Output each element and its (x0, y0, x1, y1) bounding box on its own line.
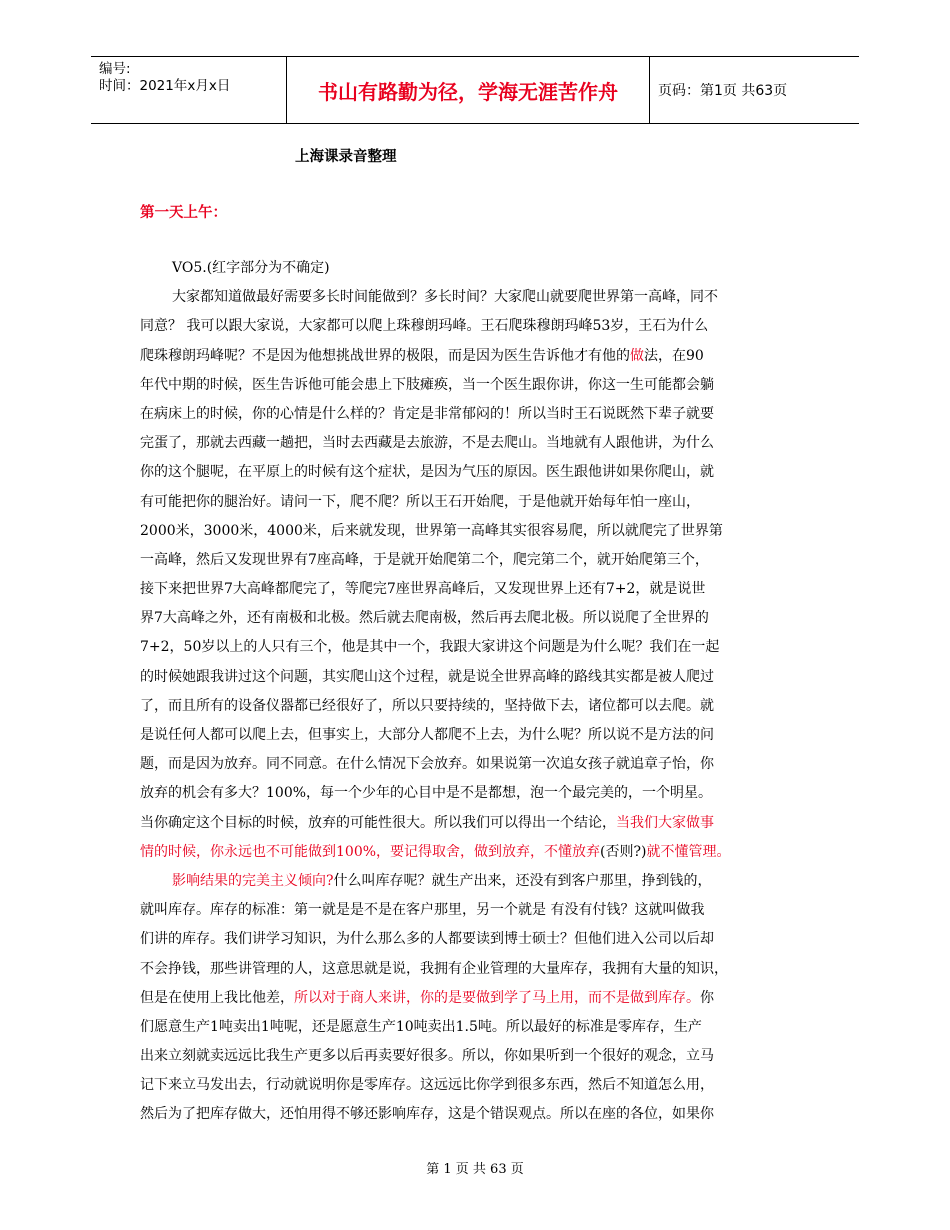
text-line (140, 663, 815, 692)
text-segment: 题，而是因为放弃。同不同意。在什么情况下会放弃。如果说第一次追女孩子就追章子怡，你 (140, 756, 714, 773)
text-segment: 界7大高峰之外，还有南极和北极。然后就去爬南极，然后再去爬北极。所以说爬了全世界的 (140, 610, 709, 627)
text-segment: 大家都知道做最好需要多长时间能做到？多长时间？大家爬山就要爬世界第一高峰，同不 (172, 289, 718, 306)
text-segment: 法，在90 (644, 347, 704, 364)
text-line (140, 604, 815, 633)
text-segment: 出来立刻就卖远远比我生产更多以后再卖要好很多。所以，你如果听到一个很好的观念，立马 (140, 1048, 714, 1065)
header-page-label: 页码：第1页 共63页 (658, 83, 788, 99)
text-line (140, 458, 815, 487)
text-segment: 一高峰，然后又发现世界有7座高峰，于是就开始爬第二个，爬完第二个，就开始爬第三个， (140, 551, 709, 568)
text-line (140, 1100, 815, 1129)
text-segment: 完蛋了，那就去西藏一趟把，当时去西藏是去旅游，不是去爬山。当地就有人跟他讲，为什么 (140, 435, 714, 452)
text-segment: 们愿意生产1吨卖出1吨呢，还是愿意生产10吨卖出1.5吨。所以最好的标准是零库存，生产 (140, 1018, 702, 1035)
text-line (140, 984, 815, 1013)
text-line (140, 867, 815, 896)
text-line (140, 488, 815, 517)
text-line (140, 955, 815, 984)
text-segment: 你的这个腿呢，在平原上的时候有这个症状，是因为气压的原因。医生跟他讲如果你爬山，就 (140, 464, 714, 481)
text-line (140, 1071, 815, 1100)
text-line (140, 779, 815, 808)
text-line (140, 1013, 815, 1042)
uncertain-text-segment: 影响结果的完美主义倾向? (172, 872, 334, 889)
text-line (140, 721, 815, 750)
text-line (140, 283, 815, 312)
text-line (140, 692, 815, 721)
text-segment: 同意？ 我可以跟大家说，大家都可以爬上珠穆朗玛峰。王石爬珠穆朗玛峰53岁，王石为什么 (140, 318, 709, 335)
uncertain-text-segment: 当我们大家做事 (616, 814, 714, 831)
time-label: 时间：2021年x月x日 (99, 78, 231, 94)
text-line (140, 809, 815, 838)
text-line (140, 1042, 815, 1071)
text-line (140, 517, 815, 546)
text-segment: 年代中期的时候，医生告诉他可能会患上下肢瘫痪，当一个医生跟你讲，你这一生可能都会躺 (140, 376, 714, 393)
text-segment: 放弃的机会有多大？100%，每一个少年的心目中是不是都想，泡一个最完美的，一个明星。 (140, 785, 713, 802)
text-segment: 什么叫库存呢？就生产出来，还没有到客户那里，挣到钱的， (333, 872, 712, 889)
text-line (140, 896, 815, 925)
number-label: 编号: (99, 61, 131, 77)
text-segment: 你 (700, 989, 714, 1006)
text-line (140, 750, 815, 779)
text-line (140, 925, 815, 954)
section-title: 第一天上午： (140, 205, 227, 221)
text-segment: 记下来立马发出去，行动就说明你是零库存。这远远比你学到很多东西，然后不知道怎么用， (140, 1077, 714, 1094)
text-segment: 然后为了把库存做大，还怕用得不够还影响库存，这是个错误观点。所以在座的各位，如果你 (140, 1106, 714, 1123)
text-line (140, 312, 815, 341)
text-segment: (否则?) (600, 843, 647, 860)
text-line (140, 371, 815, 400)
body-text (140, 254, 815, 1130)
text-segment: 有可能把你的腿治好。请问一下，爬不爬？所以王石开始爬，于是他就开始每年怕一座山， (140, 493, 700, 510)
page-header (91, 56, 859, 124)
text-line (140, 429, 815, 458)
text-segment: 在病床上的时候，你的心情是什么样的？肯定是非常郁闷的！所以当时王石说既然下辈子就要 (140, 405, 714, 422)
text-line (140, 546, 815, 575)
text-line (140, 633, 815, 662)
header-motto: 书山有路勤为径，学海无涯苦作舟 (286, 57, 650, 123)
page-footer: 第 1 页 共 63 页 (426, 1162, 524, 1177)
uncertain-text-segment: 情的时候，你永远也不可能做到100%，要记得取舍，做到放弃，不懂放弃 (140, 843, 601, 860)
uncertain-text-segment: 就不懂管理。 (646, 843, 731, 860)
text-segment: 们讲的库存。我们讲学习知识，为什么那么多的人都要读到博士硕士？但他们进入公司以后却 (140, 931, 714, 948)
text-segment: 接下来把世界7大高峰都爬完了，等爬完7座世界高峰后，又发现世界上还有7+2，就是说世 (140, 581, 706, 598)
text-segment: 但是在使用上我比他差， (140, 989, 294, 1006)
text-segment: 爬珠穆朗玛峰呢？不是因为他想挑战世界的极限，而是因为医生告诉他才有他的 (140, 347, 630, 364)
text-segment: 的时候她跟我讲过这个问题，其实爬山这个过程，就是说全世界高峰的路线其实都是被人爬过 (140, 668, 714, 685)
uncertain-text-segment: 做 (630, 347, 644, 364)
header-info (91, 57, 286, 123)
text-segment: VO5.(红字部分为不确定) (172, 260, 330, 276)
text-line (140, 400, 815, 429)
text-segment: 了，而且所有的设备仪器都已经很好了，所以只要持续的，坚持做下去，诸位都可以去爬。就 (140, 697, 714, 714)
text-segment: 当你确定这个目标的时候，放弃的可能性很大。所以我们可以得出一个结论， (140, 814, 616, 831)
text-segment: 7+2，50岁以上的人只有三个，他是其中一个，我跟大家讲这个问题是为什么呢？我们在一起 (140, 639, 720, 656)
uncertain-text-segment: 所以对于商人来讲，你的是要做到学了马上用，而不是做到库存。 (294, 989, 700, 1006)
text-segment: 就叫库存。库存的标准：第一就是是不是在客户那里，另一个就是 有没有付钱？这就叫做我 (140, 902, 705, 919)
text-line (140, 254, 815, 283)
text-segment: 是说任何人都可以爬上去，但事实上，大部分人都爬不上去，为什么呢？所以说不是方法的问 (140, 727, 714, 743)
text-segment: 不会挣钱，那些讲管理的人，这意思就是说，我拥有企业管理的大量库存，我拥有大量的知识， (140, 960, 728, 977)
text-segment: 2000米，3000米，4000米，后来就发现，世界第一高峰其实很容易爬，所以就爬完了世界第 (140, 522, 723, 539)
document-title: 上海课录音整理 (295, 149, 397, 165)
text-line (140, 838, 815, 867)
text-line (140, 575, 815, 604)
text-line (140, 342, 815, 371)
